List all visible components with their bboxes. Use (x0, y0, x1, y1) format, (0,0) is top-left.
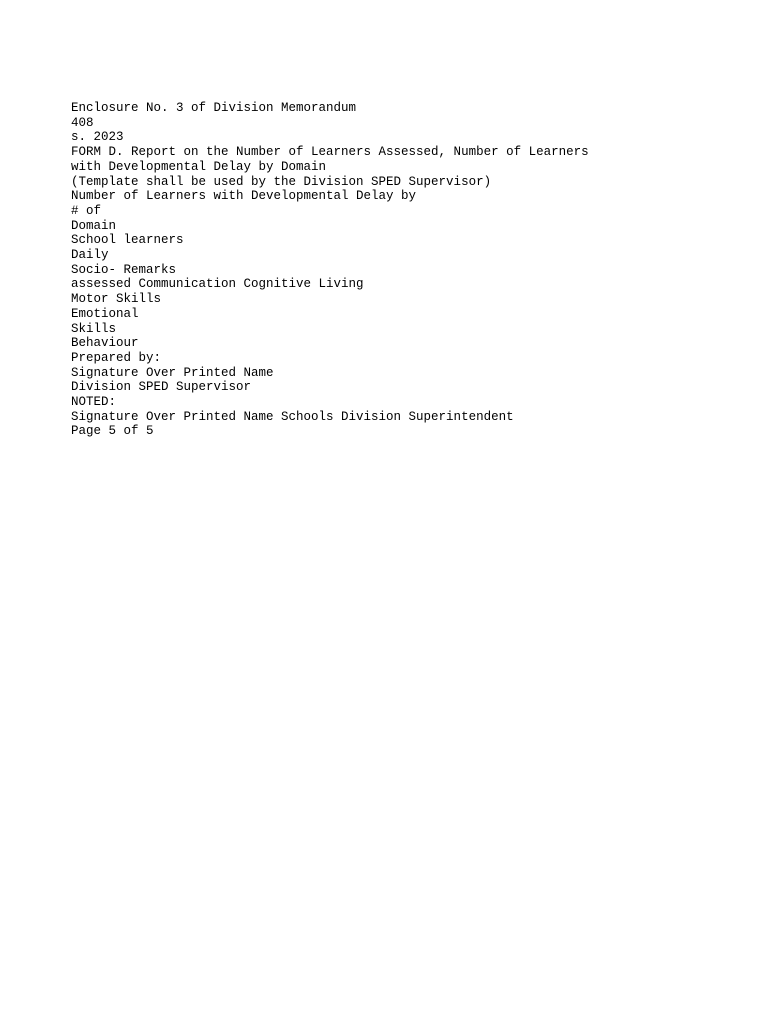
template-note: (Template shall be used by the Division SPED Supervisor) (71, 174, 492, 189)
table-header-behaviour: Behaviour (71, 336, 139, 351)
form-title-continued: with Developmental Delay by Domain (71, 159, 327, 174)
noted-label: NOTED: (71, 395, 117, 410)
document-page (71, 101, 751, 439)
table-header-skills: Skills (71, 321, 117, 336)
supervisor-title: Division SPED Supervisor (71, 380, 252, 395)
table-header-learners-count: # of (71, 203, 102, 218)
prepared-by-label: Prepared by: (71, 350, 162, 365)
table-header-socio-remarks: Socio- Remarks (71, 262, 177, 277)
table-header-school: School learners (71, 233, 184, 248)
table-header-motor-skills: Motor Skills (71, 292, 162, 307)
memorandum-number: 408 (71, 115, 94, 130)
memorandum-series: s. 2023 (71, 130, 124, 145)
signature-line-supervisor: Signature Over Printed Name (71, 365, 274, 380)
table-header-emotional: Emotional (71, 306, 139, 321)
signature-line-superintendent: Signature Over Printed Name Schools Division Superintendent (71, 409, 514, 424)
table-header-daily: Daily (71, 248, 109, 263)
page-number: Page 5 of 5 (71, 424, 154, 439)
table-header-domain: Domain (71, 218, 117, 233)
table-header-group: Number of Learners with Developmental Delay by (71, 189, 417, 204)
table-header-assessed-domains: assessed Communication Cognitive Living (71, 277, 364, 292)
enclosure-heading: Enclosure No. 3 of Division Memorandum (71, 101, 357, 115)
form-title: FORM D. Report on the Number of Learners Assessed, Number of Learners (71, 145, 589, 160)
